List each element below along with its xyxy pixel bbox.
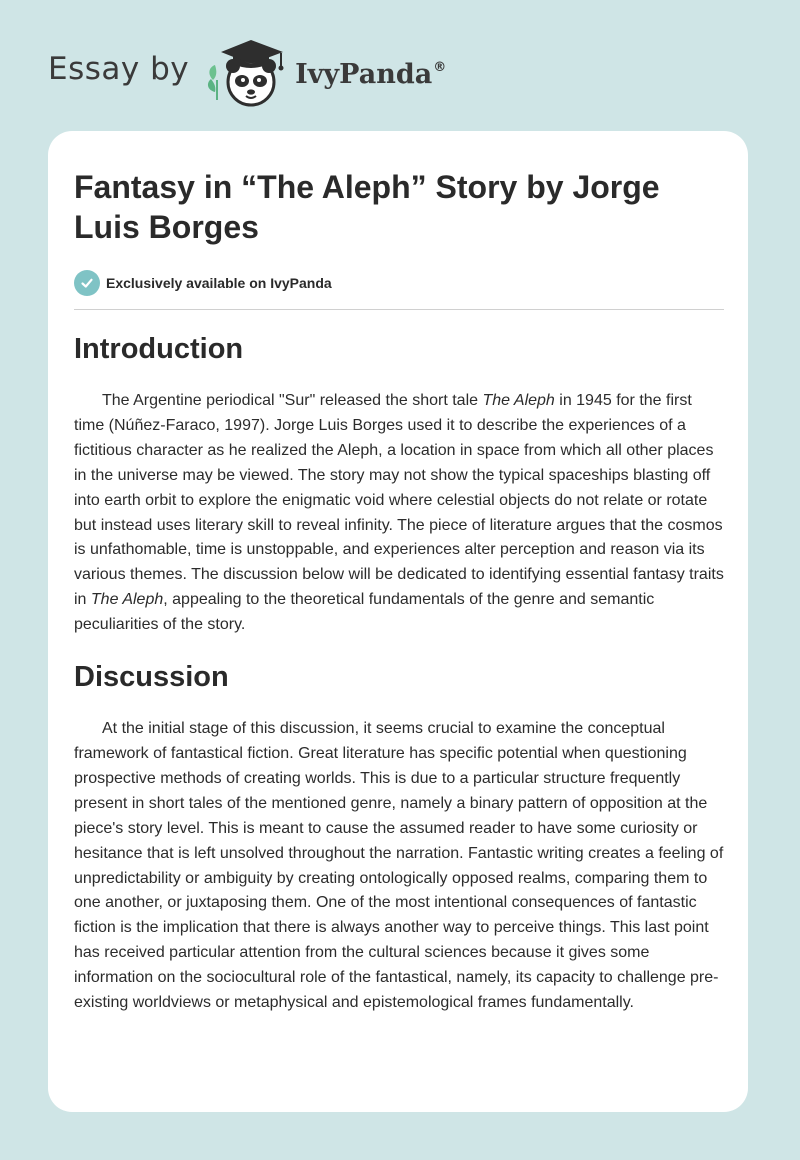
exclusive-badge-label: Exclusively available on IvyPanda — [106, 275, 332, 291]
intro-text-part: in 1945 for the first time (Núñez-Faraco, 1997). Jorge Luis Borges used it to describe the experiences of a fictitious character as he realized the Aleph, a location in space from which all other places in the universe may be viewed. The story may not show the typical spaceships blasting off into earth orbit to explore the enigmatic void where celestial objects do not relate or rotate but instead uses literary skill to reveal infinity. The piece of literature argues that the cosmos is unfathomable, time is unstoppable, and experiences alter perception and reason via its various themes. The discussion below will be dedicated to identifying essential fantasy traits in — [74, 392, 724, 609]
brand-name-text: IvyPanda — [295, 58, 433, 90]
intro-italic-title: The Aleph — [90, 591, 164, 609]
introduction-paragraph — [74, 389, 724, 638]
essay-by-label: Essay by — [48, 51, 190, 87]
essay-card — [48, 131, 748, 1112]
section-heading-discussion: Discussion — [74, 661, 229, 694]
site-header — [48, 34, 446, 110]
check-icon — [74, 270, 100, 296]
registered-mark: ® — [433, 59, 447, 75]
intro-text-part: , appealing to the theoretical fundamentals of the genre and semantic peculiarities of the story. — [74, 591, 655, 634]
discussion-paragraph: At the initial stage of this discussion, it seems crucial to examine the conceptual framework of fantastical fiction. Great literature has specific potential when questioning prospective methods of creating worlds. This is due to a particular structure frequently present in short tales of the mentioned genre, namely a binary pattern of opposition at the piece's story level. This is meant to cause the assumed reader to have some curiosity or hesitance that is left unsolved throughout the narration. Fantastic writing creates a feeling of unpredictability or ambiguity by creating ontologically opposed realms, comparing them to one another, or juxtaposing them. One of the most intentional consequences of fantastic fiction is the implication that there is always another way to perceive things. This last point has received particular attention from the cultural sciences because it gives some information on the sociocultural role of the fantastical, namely, its capacity to challenge pre-existing worldviews or metaphysical and epistemological frames fundamentally. — [74, 720, 724, 1012]
intro-italic-title: The Aleph — [482, 392, 555, 409]
essay-title: Fantasy in “The Aleph” Story by Jorge Luis Borges — [74, 169, 660, 245]
divider — [74, 309, 724, 310]
essay-content — [74, 167, 724, 1016]
section-heading-introduction: Introduction — [74, 333, 244, 365]
panda-graduation-cap-icon[interactable] — [203, 34, 289, 110]
intro-text-part: The Argentine periodical "Sur" released the short tale — [102, 392, 483, 409]
brand-name[interactable] — [295, 59, 446, 90]
exclusive-badge — [74, 269, 724, 297]
